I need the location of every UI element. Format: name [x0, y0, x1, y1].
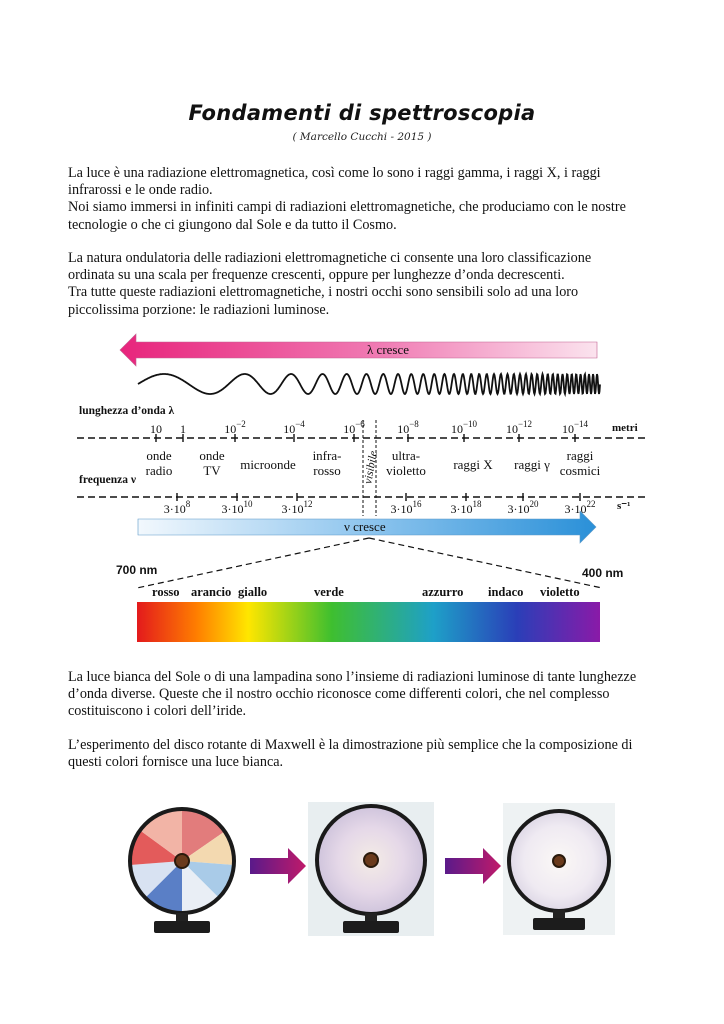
fan-left-line — [137, 538, 369, 588]
line: La luce è una radiazione elettromagnetica, così come lo sono i raggi gamma, i raggi X, i raggi — [68, 165, 601, 181]
line: infrarossi e le onde radio. — [68, 182, 213, 199]
band-line: cosmici — [559, 463, 601, 478]
band-raggi-gamma: raggi γ — [514, 457, 550, 472]
band-infrarosso — [313, 448, 342, 478]
band-raggi-x: raggi X — [453, 457, 493, 472]
tick-label: $3\cdot 10^{10}$ — [221, 499, 253, 516]
band-line: radio — [145, 463, 173, 478]
tick-label: $3\cdot 10^{12}$ — [281, 499, 313, 516]
band-line: onde — [146, 448, 172, 463]
lambda-arrow-icon — [120, 334, 597, 366]
paragraph-2 — [68, 250, 668, 319]
band-onde-tv — [199, 448, 225, 478]
band-line: ultra- — [391, 448, 421, 463]
band-line: onde — [199, 448, 225, 463]
tick-label: $3\cdot 10^{22}$ — [564, 499, 596, 516]
fan-right-line — [369, 538, 602, 588]
band-raggi-cosmici — [560, 448, 601, 478]
band-line: raggi — [566, 448, 594, 463]
wavelength-label: lunghezza d’onda λ — [79, 405, 175, 417]
color-label-rosso: rosso — [152, 585, 180, 599]
line: ordinata su una scala per frequenze crescenti, oppure per lunghezze d’onda decrescenti. — [68, 267, 565, 284]
page-title: Fondamenti di spettroscopia — [188, 101, 536, 125]
paragraph-3 — [68, 669, 668, 721]
line: Noi siamo immersi in infiniti campi di radiazioni elettromagnetiche, che produciamo con le nostre — [68, 199, 626, 216]
color-label-violetto: violetto — [540, 585, 580, 599]
visible-spectrum-bar — [137, 602, 600, 642]
em-spectrum-figure — [72, 332, 662, 652]
tick-label: $10^{-12}$ — [505, 419, 533, 436]
tick-label: 1 — [180, 422, 186, 436]
paragraph-1 — [68, 165, 668, 234]
line: La natura ondulatoria delle radiazioni elettromagnetiche ci consente una loro classificazione — [68, 250, 592, 266]
tick-label: $10^{-14}$ — [561, 419, 589, 436]
line: L’esperimento del disco rotante di Maxwell è la dimostrazione più semplice che la composizione di — [68, 737, 633, 753]
color-label-giallo: giallo — [238, 585, 268, 599]
band-line: violetto — [386, 463, 426, 478]
white-disc-icon — [503, 803, 615, 935]
tick-label: 10 — [150, 422, 162, 436]
tick-label: $3\cdot 10^{18}$ — [450, 499, 482, 516]
color-label-azzurro: azzurro — [422, 585, 464, 599]
color-label-indaco: indaco — [488, 585, 524, 599]
tick-label: $10^{-10}$ — [450, 419, 478, 436]
nm-left-label: 700 nm — [116, 563, 158, 577]
tick-label: $3\cdot 10^{20}$ — [507, 499, 539, 516]
color-label-verde: verde — [314, 585, 344, 599]
colored-disc-icon — [120, 805, 244, 935]
band-microonde: microonde — [240, 457, 296, 472]
line: piccolissima porzione: le radiazioni luminose. — [68, 301, 330, 318]
band-ultravioletto — [386, 448, 426, 478]
line: questi colori fornisce una luce bianca. — [68, 754, 284, 771]
line: tecnologie o che ci giungono dal Sole e da tutto il Cosmo. — [68, 216, 397, 233]
band-onde-radio — [146, 448, 173, 478]
spinning-disc-icon — [308, 802, 434, 936]
tick-label: $10^{-6}$ — [343, 419, 365, 436]
frequency-label: frequenza ν — [79, 474, 136, 486]
line: Tra tutte queste radiazioni elettromagnetiche, i nostri occhi sono sensibili solo ad una loro — [68, 284, 579, 301]
line: costituiscono i colori dell’iride. — [68, 703, 247, 720]
band-line: rosso — [313, 463, 341, 478]
tick-label: $3\cdot 10^8$ — [163, 499, 191, 516]
nm-right-label: 400 nm — [582, 566, 624, 580]
paragraph-4 — [68, 737, 668, 771]
band-line: TV — [203, 463, 221, 478]
band-visibile: visibile — [362, 450, 380, 485]
tick-label: $10^{-2}$ — [224, 419, 246, 436]
line: La luce bianca del Sole o di una lampadina sono l’insieme di radiazioni luminose di tante lunghezze — [68, 669, 637, 685]
metri-label: metri — [612, 422, 638, 434]
color-label-arancio: arancio — [191, 585, 232, 599]
wave-line — [138, 374, 600, 394]
band-line: infra- — [312, 448, 342, 463]
arrow-right-icon — [250, 848, 306, 884]
lambda-arrow-label: λ cresce — [367, 342, 410, 357]
arrow-right-icon — [445, 848, 501, 884]
line: d’onda diverse. Queste che il nostro occhio riconosce come differenti colori, che nel complesso — [68, 686, 610, 703]
page-subtitle: ( Marcello Cucchi - 2015 ) — [292, 131, 432, 143]
tick-label: $3\cdot 10^{16}$ — [390, 499, 422, 516]
nu-arrow-label: ν cresce — [344, 519, 386, 534]
tick-label: $10^{-8}$ — [397, 419, 419, 436]
tick-label: $10^{-4}$ — [283, 419, 305, 436]
inverse-seconds-label: s⁻¹ — [617, 500, 631, 512]
